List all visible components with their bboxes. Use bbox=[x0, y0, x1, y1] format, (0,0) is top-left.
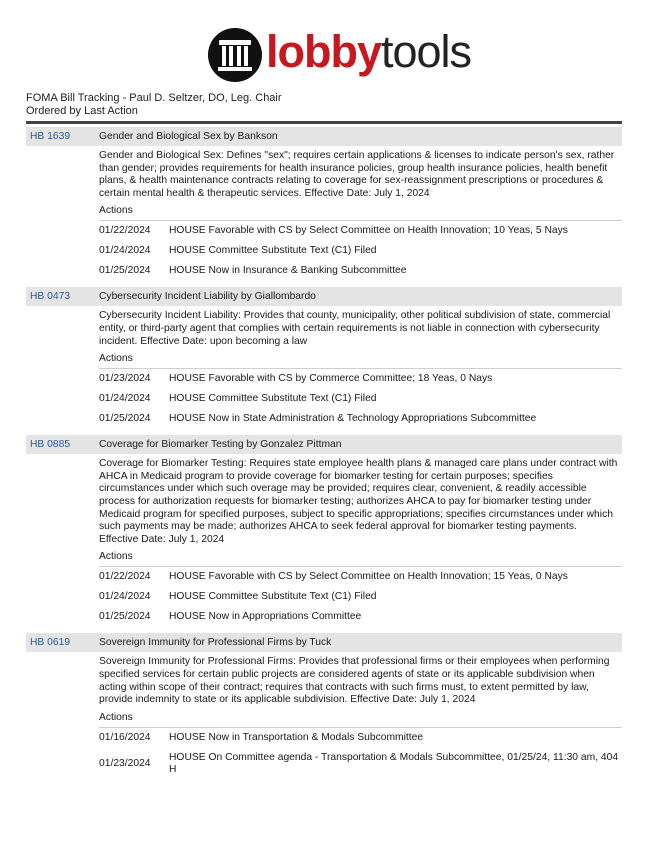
action-row bbox=[99, 369, 622, 389]
bill-header bbox=[26, 435, 622, 454]
action-row bbox=[99, 389, 622, 409]
bill-id-link[interactable]: HB 0619 bbox=[30, 637, 71, 649]
bill-title: Coverage for Biomarker Testing by Gonzalez Pittman bbox=[99, 439, 342, 451]
capitol-building-icon bbox=[207, 27, 263, 83]
action-date: 01/22/2024 bbox=[99, 225, 151, 237]
action-row bbox=[99, 221, 622, 241]
report-title: FOMA Bill Tracking - Paul D. Seltzer, DO, Leg. Chair bbox=[26, 92, 282, 104]
action-text: HOUSE Committee Substitute Text (C1) Filed bbox=[169, 591, 377, 603]
action-text: HOUSE On Committee agenda - Transportation & Modals Subcommittee, 01/25/24, 11:30 am, 404 H bbox=[169, 751, 619, 775]
action-text: HOUSE Favorable with CS by Commerce Committee; 18 Yeas, 0 Nays bbox=[169, 373, 493, 385]
actions-label: Actions bbox=[99, 712, 622, 728]
action-date: 01/24/2024 bbox=[99, 591, 151, 603]
bill-description: Gender and Biological Sex: Defines "sex"; requires certain applications & licenses to indicate person's sex, rather than gender; provides requirements for health insurance policies, group health insurance policies, health benefit plans, & health maintenance contracts relating to coverage for sex-reassignment prescriptions or procedures & certain mental health & therapeutic services. Effective Date: July 1, 2024 bbox=[99, 150, 615, 199]
action-row bbox=[99, 261, 622, 281]
bill-title: Sovereign Immunity for Professional Firms by Tuck bbox=[99, 637, 332, 649]
bill-entry bbox=[26, 633, 622, 785]
action-row bbox=[99, 567, 622, 587]
bill-header bbox=[26, 127, 622, 146]
report-header bbox=[26, 92, 282, 118]
logo-tools-text: tools bbox=[381, 26, 472, 77]
logo bbox=[0, 27, 650, 87]
action-text: HOUSE Now in Insurance & Banking Subcommittee bbox=[169, 265, 407, 277]
report-subtitle: Ordered by Last Action bbox=[26, 105, 138, 117]
action-text: HOUSE Now in Transportation & Modals Subcommittee bbox=[169, 731, 424, 743]
action-row bbox=[99, 587, 622, 607]
actions-label: Actions bbox=[99, 205, 622, 221]
action-date: 01/25/2024 bbox=[99, 413, 151, 425]
action-date: 01/23/2024 bbox=[99, 373, 151, 385]
action-text: HOUSE Now in Appropriations Committee bbox=[169, 611, 362, 623]
action-row bbox=[99, 607, 622, 627]
bill-header bbox=[26, 633, 622, 652]
action-date: 01/25/2024 bbox=[99, 265, 151, 277]
action-row bbox=[99, 409, 622, 429]
bill-description: Cybersecurity Incident Liability: Provides that county, municipality, other political subdivision of state, commercial entity, or third-party agent that complies with certain requirements is not liable in connection with cybersecurity incident. Effective Date: upon becoming a law bbox=[99, 310, 611, 347]
bill-id-link[interactable]: HB 1639 bbox=[30, 131, 71, 142]
action-text: HOUSE Committee Substitute Text (C1) Filed bbox=[169, 245, 377, 257]
bill-description: Sovereign Immunity for Professional Firms: Provides that professional firms or their employees when performing specified services for certain public projects are considered agents of state or its applicable subdivision when acting within scope of their contract; requires that contracts with such firms must, to extent permitted by law, provide indemnity to state or its applicable subdivision. Effective Date: July 1, 2024 bbox=[99, 656, 610, 706]
bill-list bbox=[26, 127, 622, 786]
action-date: 01/25/2024 bbox=[99, 611, 151, 623]
action-date: 01/24/2024 bbox=[99, 393, 151, 405]
bill-entry bbox=[26, 127, 622, 287]
bill-description: Coverage for Biomarker Testing: Requires state employee health plans & managed care plans under contract with AHCA in Medicaid program to provide coverage for biomarker testing for certain purposes; specifies circumstances under which such overage may be provided; requires clear, convenient, & readily accessible process for authorization requests for biomarker testing; authorizes AHCA to pay for biomarker testing under Medicaid program for specified purposes, subject to specific appropriations; specifies circumstances under which such payments may be made; authorizes AHCA to seek federal approval for biomarker testing payments. Effective Date: July 1, 2024 bbox=[99, 458, 618, 545]
actions-label: Actions bbox=[99, 353, 622, 369]
action-row bbox=[99, 748, 622, 780]
action-text: HOUSE Committee Substitute Text (C1) Filed bbox=[169, 393, 377, 405]
action-date: 01/16/2024 bbox=[99, 731, 151, 743]
action-text: HOUSE Now in State Administration & Technology Appropriations Subcommittee bbox=[169, 413, 537, 425]
bill-id-link[interactable]: HB 0885 bbox=[30, 439, 71, 451]
action-row bbox=[99, 241, 622, 261]
actions-label: Actions bbox=[99, 551, 622, 567]
bill-entry bbox=[26, 287, 622, 435]
bill-entry bbox=[26, 435, 622, 633]
action-date: 01/24/2024 bbox=[99, 245, 151, 257]
action-date: 01/23/2024 bbox=[99, 757, 151, 769]
action-date: 01/22/2024 bbox=[99, 571, 151, 583]
action-row bbox=[99, 728, 622, 748]
action-text: HOUSE Favorable with CS by Select Committee on Health Innovation; 15 Yeas, 0 Nays bbox=[169, 571, 568, 583]
bill-title: Gender and Biological Sex by Bankson bbox=[99, 131, 278, 142]
logo-lobby-text: lobby bbox=[266, 26, 381, 77]
bill-header bbox=[26, 287, 622, 306]
action-text: HOUSE Favorable with CS by Select Committee on Health Innovation; 10 Yeas, 5 Nays bbox=[169, 225, 568, 237]
header-divider bbox=[26, 121, 622, 124]
bill-title: Cybersecurity Incident Liability by Giallombardo bbox=[99, 291, 316, 303]
bill-id-link[interactable]: HB 0473 bbox=[30, 291, 71, 303]
